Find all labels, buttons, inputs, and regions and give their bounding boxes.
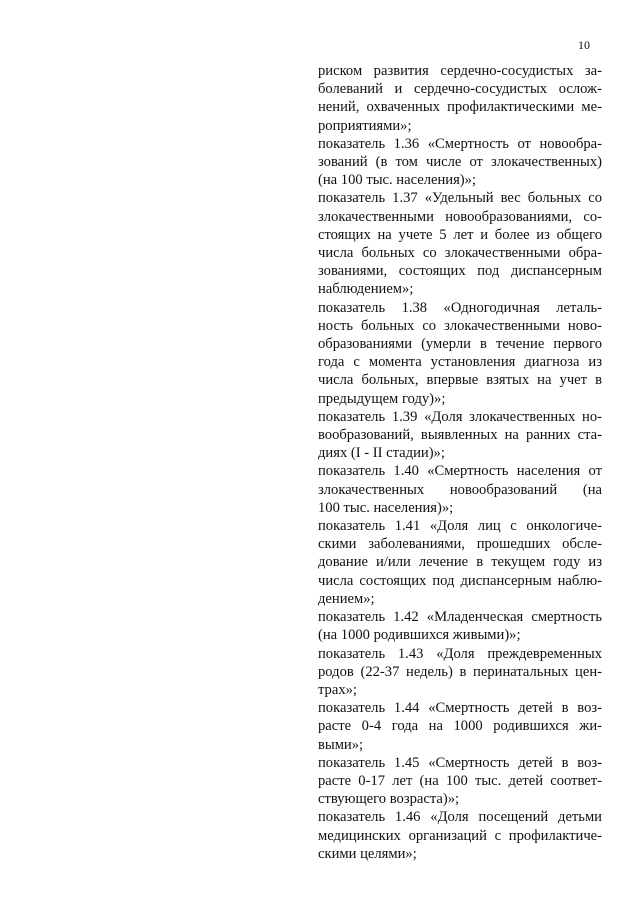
text-line: показатель 1.39 «Доля злокачественных но- xyxy=(318,408,602,425)
text-line: показатель 1.37 «Удельный вес больных со xyxy=(318,190,602,207)
text-line: ствующего возраста)»; xyxy=(318,791,460,808)
text-line: расте 0-4 года на 1000 родившихся жи- xyxy=(318,718,602,735)
text-line: трах»; xyxy=(318,681,357,698)
text-line: злокачественных новообразований (на xyxy=(318,481,602,498)
text-line: вообразований, выявленных на ранних ста- xyxy=(318,427,602,444)
text-line: показатель 1.46 «Доля посещений детьми xyxy=(318,809,602,826)
text-line: показатель 1.44 «Смертность детей в воз- xyxy=(318,700,602,717)
text-line: образованиями (умерли в течение первого xyxy=(318,336,602,353)
text-line: числа больных со злокачественными обра- xyxy=(318,245,602,262)
text-line: медицинских организаций с профилактиче- xyxy=(318,827,602,844)
text-line: расте 0-17 лет (на 100 тыс. детей соответ- xyxy=(318,772,602,789)
text-line: родов (22-37 недель) в перинатальных цен- xyxy=(318,663,602,680)
text-line: числа больных, впервые взятых на учет в xyxy=(318,372,602,389)
text-line: диях (I - II стадии)»; xyxy=(318,445,445,462)
text-line: показатель 1.41 «Доля лиц с онкологиче- xyxy=(318,518,602,535)
text-line: дением»; xyxy=(318,590,375,607)
text-line: скими заболеваниями, прошедших обсле- xyxy=(318,536,602,553)
text-line: ность больных со злокачественными ново- xyxy=(318,317,602,334)
text-line: предыдущем году)»; xyxy=(318,390,446,407)
text-line: показатель 1.43 «Доля преждевременных xyxy=(318,645,602,662)
page-number: 10 xyxy=(578,38,590,52)
text-line: роприятиями»; xyxy=(318,117,412,134)
text-line: выми»; xyxy=(318,736,364,753)
body-text xyxy=(318,62,602,863)
text-line: зований (в том числе от злокачественных) xyxy=(318,154,602,171)
text-line: нений, охваченных профилактическими ме- xyxy=(318,99,602,116)
text-line: риском развития сердечно-сосудистых за- xyxy=(318,63,602,79)
text-line: 100 тыс. населения)»; xyxy=(318,499,454,516)
text-line: скими целями»; xyxy=(318,845,417,862)
text-line: злокачественными новообразованиями, со- xyxy=(318,208,602,225)
text-line: показатель 1.36 «Смертность от новообра- xyxy=(318,135,602,152)
text-line: наблюдением»; xyxy=(318,281,414,298)
text-line: числа состоящих под диспансерным наблю- xyxy=(318,572,602,589)
text-line: показатель 1.42 «Младенческая смертность xyxy=(318,609,602,626)
text-line: года с момента установления диагноза из xyxy=(318,354,602,371)
text-line: зованиями, состоящих под диспансерным xyxy=(318,263,602,280)
text-line: дование и/или лечение в текущем году из xyxy=(318,554,602,571)
text-line: болеваний и сердечно-сосудистых ослож- xyxy=(318,81,602,98)
text-line: показатель 1.38 «Одногодичная леталь- xyxy=(318,299,602,316)
text-line: стоящих на учете 5 лет и более из общего xyxy=(318,226,602,243)
text-line: (на 100 тыс. населения)»; xyxy=(318,172,477,189)
text-line: показатель 1.40 «Смертность населения от xyxy=(318,463,602,480)
text-line: (на 1000 родившихся живыми)»; xyxy=(318,627,521,644)
text-line: показатель 1.45 «Смертность детей в воз- xyxy=(318,754,602,771)
